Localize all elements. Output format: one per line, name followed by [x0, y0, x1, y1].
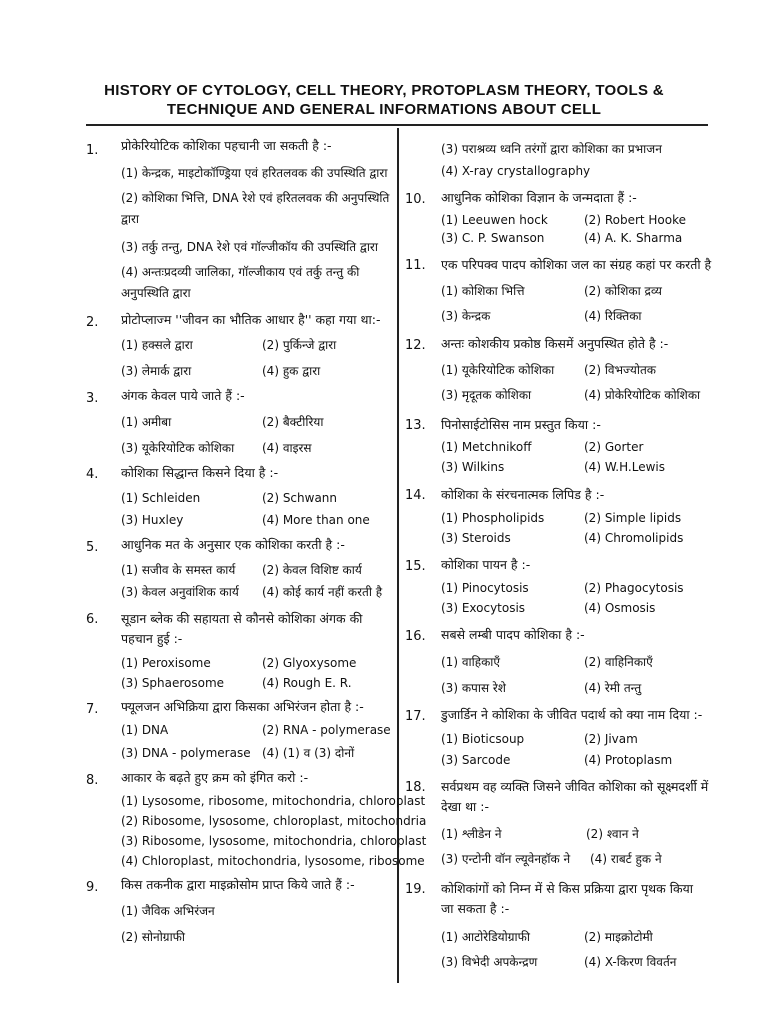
question-number: 2.: [86, 315, 99, 330]
option-4: (4) Chloroplast, mitochondria, lysosome, ribosome: [121, 854, 425, 868]
option-2: (2) Phagocytosis: [584, 581, 684, 595]
option-4: (4) Osmosis: [584, 601, 656, 615]
option-3: (3) Steroids: [441, 531, 511, 545]
option-2: (2) Gorter: [584, 440, 644, 454]
option-2: (2) Robert Hooke: [584, 213, 687, 227]
question-number: 7.: [86, 702, 99, 717]
option-1: (1) अमीबा: [121, 415, 172, 429]
question-number: 10.: [405, 192, 426, 207]
question-number: 8.: [86, 773, 99, 788]
option-3: (3) Sarcode: [441, 753, 511, 767]
option-1: (1) वाहिकाएँ: [441, 655, 501, 669]
option-2: (2) कोशिका द्रव्य: [584, 284, 662, 298]
question-number: 15.: [405, 559, 426, 574]
option-4: (4) राबर्ट हुक ने: [590, 852, 662, 866]
question-text: किस तकनीक द्वारा माइक्रोसोम प्राप्त किये जाते हैं :-: [121, 877, 355, 892]
option-3: (3) यूकेरियोटिक कोशिका: [121, 441, 235, 455]
question-text: फ्यूलजन अभिक्रिया द्वारा किसका अभिरंजन होता है :-: [121, 699, 364, 714]
option-1: (1) आटोरेडियोग्राफी: [441, 930, 530, 944]
question-text: अंगक केवल पाये जाते हैं :-: [121, 388, 245, 403]
option-3: (3) पराश्रव्य ध्वनि तरंगों द्वारा कोशिका का प्रभाजन: [441, 142, 662, 156]
question-number: 18.: [405, 780, 426, 795]
option-1: (1) Phospholipids: [441, 511, 545, 525]
option-4: (4) Chromolipids: [584, 531, 684, 545]
option-2: (2) Jivam: [584, 732, 638, 746]
question-text: आकार के बढ़ते हुए क्रम को इंगित करो :-: [121, 770, 309, 785]
option-3: (3) Wilkins: [441, 460, 505, 474]
option-1: (1) Leeuwen hock: [441, 213, 548, 227]
option-2: (2) RNA - polymerase: [262, 723, 391, 737]
option-4: (4) कोई कार्य नहीं करती है: [262, 585, 383, 599]
option-3: (3) C. P. Swanson: [441, 231, 545, 245]
option-3: (3) तर्कु तन्तु, DNA रेशे एवं गॉल्जीकॉय की उपस्थिति द्वारा: [121, 240, 378, 254]
option-2: (2) Schwann: [262, 491, 338, 505]
option-3: (3) केन्द्रक: [441, 309, 491, 323]
title-divider: [86, 124, 708, 126]
question-text: कोशिका के संरचनात्मक लिपिड है :-: [441, 487, 605, 502]
option-1: (1) Bioticsoup: [441, 732, 525, 746]
option-4: (4) हुक द्वारा: [262, 364, 321, 378]
option-1: (1) हक्सले द्वारा: [121, 338, 193, 352]
option-4: (4) W.H.Lewis: [584, 460, 665, 474]
option-1: (1) कोशिका भित्ति: [441, 284, 525, 298]
option-2: (2) केवल विशिष्ट कार्य: [262, 563, 362, 577]
option-4: (4) More than one: [262, 513, 370, 527]
option-3: (3) विभेदी अपकेन्द्रण: [441, 955, 538, 969]
question-number: 6.: [86, 612, 99, 627]
question-text: आधुनिक कोशिका विज्ञान के जन्मदाता हैं :-: [441, 190, 637, 205]
question-number: 9.: [86, 880, 99, 895]
option-2: (2) श्वान ने: [586, 827, 639, 841]
option-1: (1) Pinocytosis: [441, 581, 529, 595]
question-text: सूडान ब्लेक की सहायता से कौनसे कोशिका अंगक की पहचान हुई :-: [121, 611, 363, 646]
question-number: 3.: [86, 391, 99, 406]
option-3: (3) एन्टोनी वॉन ल्यूवेनहॉक ने: [441, 852, 571, 866]
option-2: (2) Ribosome, lysosome, chloroplast, mitochondria: [121, 814, 427, 828]
option-2: (2) विभज्योतक: [584, 363, 657, 377]
option-3: (3) Huxley: [121, 513, 184, 527]
page-title-line-2: TECHNIQUE AND GENERAL INFORMATIONS ABOUT CELL: [166, 101, 602, 118]
option-1: (1) DNA: [121, 723, 169, 737]
question-text: कोशिका सिद्धान्त किसने दिया है :-: [121, 465, 279, 480]
question-text: डुजार्डिन ने कोशिका के जीवित पदार्थ को क्या नाम दिया :-: [441, 707, 703, 722]
question-text: अन्तः कोशकीय प्रकोष्ठ किसमें अनुपस्थित होते है :-: [441, 336, 669, 351]
option-1: (1) श्लीडेन ने: [441, 827, 502, 841]
option-2: (2) बैक्टीरिया: [262, 415, 324, 429]
option-2: (2) माइक्रोटोमी: [584, 930, 653, 944]
option-3: (3) केवल अनुवांशिक कार्य: [121, 585, 239, 599]
option-1: (1) Peroxisome: [121, 656, 211, 670]
question-text: पिनोसाईटोसिस नाम प्रस्तुत किया :-: [441, 417, 601, 432]
question-text: सबसे लम्बी पादप कोशिका है :-: [441, 627, 585, 642]
option-1: (1) Schleiden: [121, 491, 201, 505]
question-number: 16.: [405, 629, 426, 644]
question-number: 11.: [405, 258, 426, 273]
question-number: 1.: [86, 143, 99, 158]
option-4: (4) रेमी तन्तु: [584, 681, 642, 695]
question-text: सर्वप्रथम वह व्यक्ति जिसने जीवित कोशिका को सूक्ष्मदर्शी में देखा था :-: [441, 779, 709, 814]
option-1: (1) सजीव के समस्त कार्य: [121, 563, 236, 577]
question-text: प्रोटोप्लाज्म ''जीवन का भौतिक आधार है'' कहा गया था:-: [121, 312, 381, 327]
option-4: (4) Rough E. R.: [262, 676, 352, 690]
question-text: प्रोकेरियोटिक कोशिका पहचानी जा सकती है :-: [121, 138, 332, 153]
question-number: 12.: [405, 338, 426, 353]
question-text: आधुनिक मत के अनुसार एक कोशिका करती है :-: [121, 537, 345, 552]
option-3: (3) Sphaerosome: [121, 676, 225, 690]
option-3: (3) Ribosome, lysosome, mitochondria, chloroplast: [121, 834, 427, 848]
option-2: (2) Simple lipids: [584, 511, 682, 525]
option-4: (4) X-किरण विवर्तन: [584, 955, 677, 969]
option-4: (4) वाइरस: [262, 441, 312, 455]
question-number: 4.: [86, 467, 99, 482]
option-2: (2) कोशिका भित्ति, DNA रेशे एवं हरितलवक की अनुपस्थिति द्वारा: [121, 191, 390, 226]
option-4: (4) अन्तःप्रदव्यी जालिका, गॉल्जीकाय एवं तर्कु तन्तु की अनुपस्थिति द्वारा: [121, 265, 360, 300]
option-2: (2) वाहिनिकाएँ: [584, 655, 653, 669]
question-number: 13.: [405, 418, 426, 433]
option-4: (4) रिक्तिका: [584, 309, 642, 323]
option-1: (1) यूकेरियोटिक कोशिका: [441, 363, 555, 377]
question-text: कोशिका पायन है :-: [441, 557, 531, 572]
option-2: (2) Glyoxysome: [262, 656, 357, 670]
option-4: (4) Protoplasm: [584, 753, 673, 767]
option-4: (4) X-ray crystallography: [441, 164, 591, 178]
option-4: (4) A. K. Sharma: [584, 231, 683, 245]
question-number: 5.: [86, 540, 99, 555]
option-1: (1) Metchnikoff: [441, 440, 532, 454]
option-1: (1) Lysosome, ribosome, mitochondria, chloroplast: [121, 794, 426, 808]
option-4: (4) (1) व (3) दोनों: [262, 746, 355, 760]
option-1: (1) जैविक अभिरंजन: [121, 904, 215, 918]
option-3: (3) Exocytosis: [441, 601, 526, 615]
option-3: (3) लेमार्क द्वारा: [121, 364, 192, 378]
page-title-line-1: HISTORY OF CYTOLOGY, CELL THEORY, PROTOPLASM THEORY, TOOLS &: [104, 82, 664, 99]
option-2: (2) सोनोग्राफी: [121, 930, 186, 944]
option-3: (3) कपास रेशे: [441, 681, 506, 695]
option-3: (3) DNA - polymerase: [121, 746, 251, 760]
option-1: (1) केन्द्रक, माइटोकॉण्ड्रिया एवं हरितलवक की उपस्थिति द्वारा: [121, 166, 388, 180]
question-text: कोशिकांगों को निम्न में से किस प्रक्रिया द्वारा पृथक किया जा सकता है :-: [441, 881, 694, 916]
question-text: एक परिपक्व पादप कोशिका जल का संग्रह कहां पर करती है: [441, 257, 712, 272]
option-3: (3) मृदूतक कोशिका: [441, 388, 532, 402]
question-number: 17.: [405, 709, 426, 724]
option-4: (4) प्रोकेरियोटिक कोशिका: [584, 388, 701, 402]
option-2: (2) पुर्किन्जे द्वारा: [262, 338, 337, 352]
question-number: 19.: [405, 882, 426, 897]
question-number: 14.: [405, 488, 426, 503]
